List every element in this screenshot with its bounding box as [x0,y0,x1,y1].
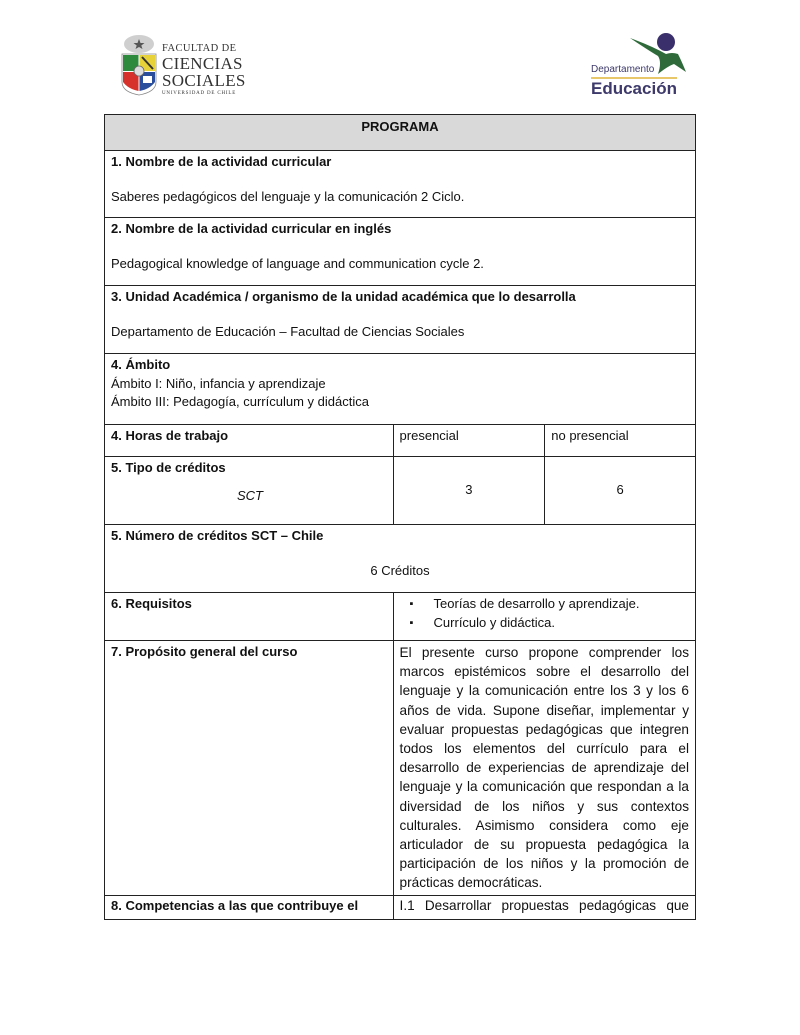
credits-presencial: 3 [393,457,545,525]
programa-table [104,114,696,920]
credits-heading: 5. Número de créditos SCT – Chile [111,528,324,543]
section-heading: 4. Ámbito [111,357,171,372]
requisites-heading: 6. Requisitos [105,593,394,641]
credits-no-presencial: 6 [545,457,696,525]
educacion-label: Educación [591,79,677,98]
requisites-list [400,595,689,632]
facultad-line1: FACULTAD DE [162,43,237,54]
competencies-text: I.1 Desarrollar propuestas pedagógicas que [393,895,695,919]
credit-type-value: SCT [237,487,263,503]
credits-row [105,525,696,593]
facultad-logo [118,30,258,98]
ambito-line: Ámbito III: Pedagogía, currículum y didáctica [111,394,369,409]
section-nombre-ingles [105,218,696,286]
requisites-row [105,593,696,641]
purpose-text: El presente curso propone comprender los marcos epistémicos sobre el desarrollo del lenguaje y la comunicación entre los 3 y los 6 años de vida. Supone diseñar, implementar y evaluar propuestas pedagógicas que integren todos los elementos del currículo para el desarrollo de experiencias de aprendizaje del lenguaje y la comunicación que respondan a la diversidad de los niños y sus contextos culturales. Asimismo considera como eje articulador de su propuesta pedagógica la participación de los niños y la promoción de prácticas democráticas. [393,641,695,896]
hours-heading: 4. Horas de trabajo [105,425,394,457]
section-nombre [105,151,696,218]
list-item: ▪ Currículo y didáctica. [424,614,689,633]
section-heading: 1. Nombre de la actividad curricular [111,154,332,169]
section-unidad [105,286,696,354]
facultad-line2: CIENCIAS [162,53,243,73]
credits-value: 6 Créditos [370,562,430,578]
departamento-logo [588,30,698,100]
departamento-label: Departamento [591,64,655,75]
table-title-row [105,115,696,151]
purpose-row [105,641,696,896]
hours-row [105,425,696,457]
facultad-line4: UNIVERSIDAD DE CHILE [162,90,237,96]
table-title: PROGRAMA [105,115,696,151]
hours-presencial-label: presencial [393,425,545,457]
ambito-line: Ámbito I: Niño, infancia y aprendizaje [111,375,326,391]
credit-type-row [105,457,696,525]
competencies-row [105,895,696,919]
academic-unit: Departamento de Educación – Facultad de Ciencias Sociales [111,323,465,339]
competencies-heading: 8. Competencias a las que contribuye el [105,895,394,919]
hours-no-presencial-label: no presencial [545,425,696,457]
list-item: ▪ Teorías de desarrollo y aprendizaje. [424,595,689,614]
section-heading: 2. Nombre de la actividad curricular en inglés [111,221,392,236]
course-name: Saberes pedagógicos del lenguaje y la comunicación 2 Ciclo. [111,188,465,204]
course-name-english: Pedagogical knowledge of language and communication cycle 2. [111,255,484,271]
section-heading: 3. Unidad Académica / organismo de la unidad académica que lo desarrolla [111,289,576,304]
credit-type-heading: 5. Tipo de créditos [111,460,226,475]
section-ambito [105,354,696,425]
purpose-heading: 7. Propósito general del curso [105,641,394,896]
facultad-line3: SOCIALES [162,70,246,90]
university-shield-icon [120,34,158,96]
